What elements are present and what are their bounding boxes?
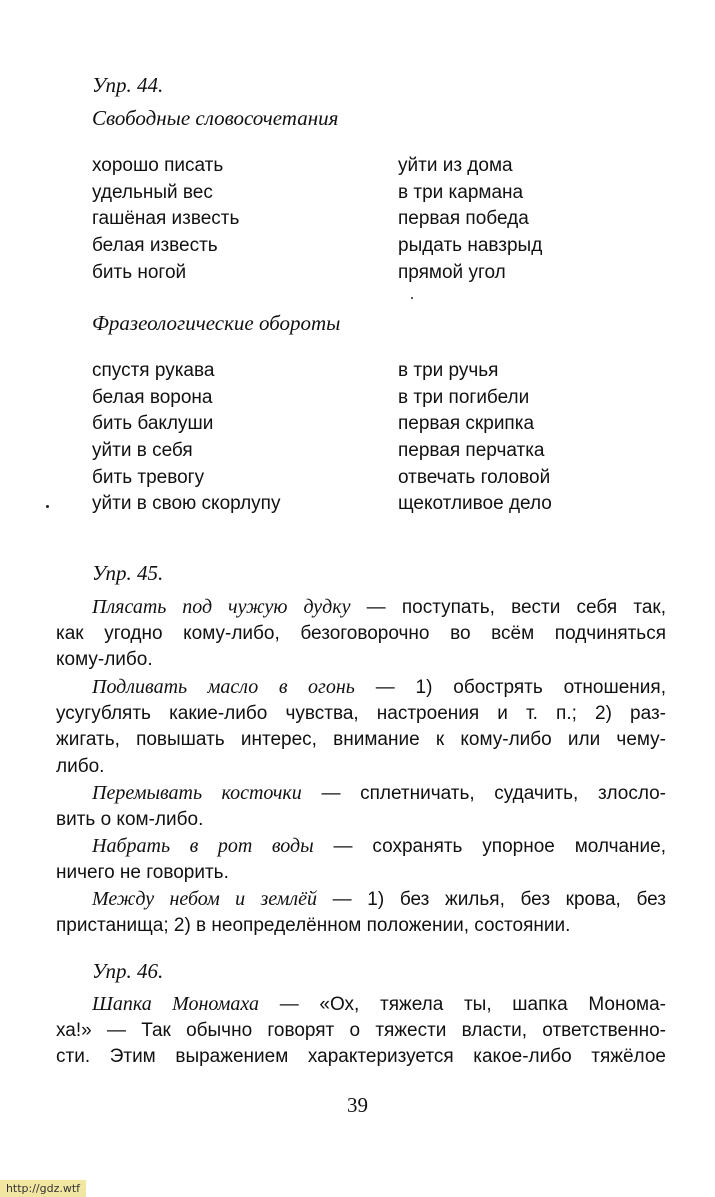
list-item: спустя рукава xyxy=(92,360,215,381)
free-phrases-title: Свободные словосочетания xyxy=(92,106,339,130)
idiom-term: Плясать под чужую дудку xyxy=(92,596,351,618)
list-item: уйти в себя xyxy=(92,440,193,462)
exercise-44-heading: Упр. 44. xyxy=(92,73,164,97)
list-item: уйти в свою скорлупу xyxy=(92,493,281,515)
definition-text: пристанища; 2) в неопределённом положении, состоянии. xyxy=(56,914,571,936)
list-item: в три погибели xyxy=(398,386,530,408)
definition-text: жигать, повышать интерес, внимание к кому-либо или чему- xyxy=(56,729,666,750)
definition-text: — «Ох, тяжела ты, шапка Монома- xyxy=(259,994,667,1015)
free-phrases-left-column xyxy=(92,153,239,286)
list-item: отвечать головой xyxy=(398,466,551,488)
list-item: прямой угол xyxy=(398,261,506,283)
list-item: первая перчатка xyxy=(398,440,545,462)
idioms-right-column xyxy=(398,358,552,518)
list-item: первая победа xyxy=(398,208,529,230)
definition-text: усугублять какие-либо чувства, настроения и т. п.; 2) раз- xyxy=(56,702,666,724)
definition-text: как угодно кому-либо, безоговорочно во всём подчиняться xyxy=(56,622,666,644)
list-item: хорошо писать xyxy=(92,155,224,176)
definition-text: — поступать, вести себя так, xyxy=(350,597,666,618)
list-item: бить ногой xyxy=(92,261,187,283)
definition-text: ничего не говорить. xyxy=(56,861,229,883)
definition-text: сти. Этим выражением характеризуется какое-либо тяжёлое xyxy=(56,1046,666,1067)
free-phrases-right-column xyxy=(398,153,542,286)
idioms-left-column xyxy=(92,358,280,518)
idiom-term: Подливать масло в огонь xyxy=(92,676,355,698)
definition-text: — сохранять упорное молчание, xyxy=(313,836,666,857)
list-item: уйти из дома xyxy=(398,155,513,176)
idiom-definition-5 xyxy=(56,886,666,939)
scan-speck xyxy=(411,297,413,299)
list-item: удельный вес xyxy=(92,181,213,203)
definition-text: — сплетничать, судачить, злосло- xyxy=(301,783,667,804)
idioms-title: Фразеологические обороты xyxy=(92,311,341,335)
definition-text: — 1) обострять отношения, xyxy=(354,677,666,698)
exercise-46-heading: Упр. 46. xyxy=(92,959,164,983)
idiom-definition-2 xyxy=(56,674,666,780)
definition-text: — 1) без жилья, без крова, без xyxy=(317,889,666,910)
list-item: гашёная известь xyxy=(92,208,240,230)
list-item: рыдать навзрыд xyxy=(398,235,543,257)
definition-text: кому-либо. xyxy=(56,649,153,670)
definition-text: либо. xyxy=(56,755,105,777)
list-item: первая скрипка xyxy=(398,413,535,435)
idiom-term: Набрать в рот воды xyxy=(92,835,314,857)
idiom-term: Между небом и землёй xyxy=(92,888,318,910)
idiom-term: Перемывать косточки xyxy=(92,782,302,804)
exercise-45-heading: Упр. 45. xyxy=(92,561,164,585)
idiom-term: Шапка Мономаха xyxy=(92,993,260,1015)
list-item: бить тревогу xyxy=(92,466,205,488)
definition-text: вить о ком-либо. xyxy=(56,808,204,830)
idiom-definition-3 xyxy=(56,780,666,833)
list-item: бить баклуши xyxy=(92,413,214,435)
list-item: белая ворона xyxy=(92,386,213,408)
list-item: в три кармана xyxy=(398,181,524,203)
scan-speck xyxy=(46,505,49,508)
definition-text: ха!» — Так обычно говорят о тяжести власти, ответственно- xyxy=(56,1019,666,1041)
idiom-definition-6 xyxy=(56,991,666,1071)
list-item: в три ручья xyxy=(398,360,499,381)
idiom-definition-1 xyxy=(56,594,666,674)
page-number: 39 xyxy=(347,1093,368,1117)
list-item: белая известь xyxy=(92,235,218,257)
idiom-definition-4 xyxy=(56,833,666,886)
list-item: щекотливое дело xyxy=(398,493,552,515)
watermark-link[interactable]: http://gdz.wtf xyxy=(0,1180,86,1197)
